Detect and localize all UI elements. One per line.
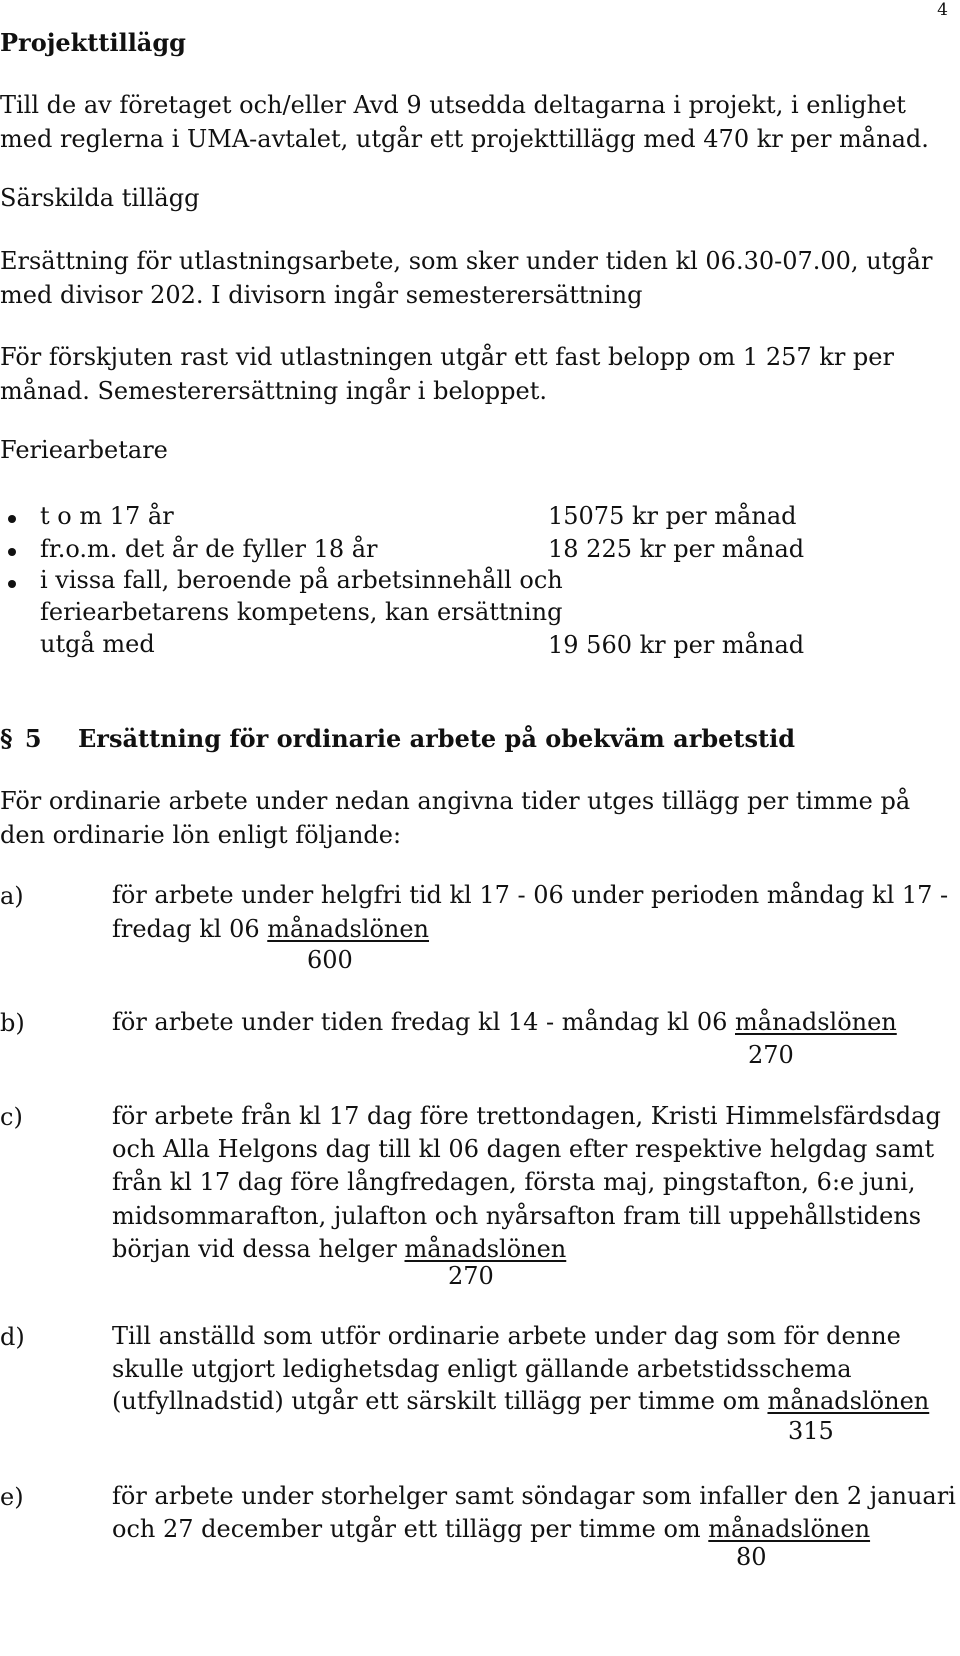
fraction-denominator: 80 <box>736 1543 767 1571</box>
fraction-denominator: 315 <box>788 1417 834 1445</box>
item-line: för arbete från kl 17 dag före trettondagen, Kristi Himmelsfärdsdag <box>112 1102 941 1130</box>
section-number: 5 <box>24 724 42 753</box>
item-line <box>112 1385 929 1418</box>
item-label: e) <box>0 1483 24 1511</box>
item-line <box>112 1006 897 1040</box>
paragraph-utlastning <box>0 244 932 312</box>
item-line <box>112 1233 941 1266</box>
heading-feriearbetare: Feriearbetare <box>0 436 168 464</box>
section-symbol: § <box>0 724 13 753</box>
item-label: a) <box>0 882 24 910</box>
list-item-label: fr.o.m. det år de fyller 18 år <box>40 535 378 563</box>
item-line: för arbete under helgfri tid kl 17 - 06 under perioden måndag kl 17 - <box>112 881 949 909</box>
paragraph-line: Ersättning för utlastningsarbete, som sker under tiden kl 06.30-07.00, utgår <box>0 247 933 275</box>
item-line-text: början vid dessa helger <box>112 1234 405 1263</box>
item-line: för arbete under storhelger samt söndagar som infaller den 2 januari <box>112 1482 956 1510</box>
heading-projekttillagg: Projekttillägg <box>0 28 186 57</box>
item-line <box>112 1513 956 1546</box>
item-line-text: och 27 december utgår ett tillägg per timme om <box>112 1514 709 1543</box>
item-line-text: för arbete under tiden fredag kl 14 - måndag kl 06 <box>112 1008 735 1036</box>
bullet-icon <box>8 548 16 556</box>
section-title: Ersättning för ordinarie arbete på obekväm arbetstid <box>78 724 795 753</box>
list-item-amount: 19 560 kr per månad <box>548 631 805 659</box>
list-item-amount: 18 225 kr per månad <box>548 535 805 563</box>
paragraph-line: den ordinarie lön enligt följande: <box>0 821 402 849</box>
paragraph-forskjuten-rast <box>0 340 894 408</box>
list-item-line: i vissa fall, beroende på arbetsinnehåll och <box>40 566 563 594</box>
paragraph-line: med reglerna i UMA-avtalet, utgår ett projekttillägg med 470 kr per månad. <box>0 125 929 153</box>
item-text <box>112 1006 897 1040</box>
list-item-label: t o m 17 år <box>40 502 174 530</box>
fraction-denominator: 600 <box>307 946 353 974</box>
item-line: Till anställd som utför ordinarie arbete under dag som för denne <box>112 1322 901 1350</box>
bullet-icon <box>8 515 16 523</box>
paragraph-line: För förskjuten rast vid utlastningen utgår ett fast belopp om 1 257 kr per <box>0 343 894 371</box>
page-number: 4 <box>937 0 948 20</box>
paragraph-line: För ordinarie arbete under nedan angivna tider utges tillägg per timme på <box>0 787 911 815</box>
item-text <box>112 879 948 946</box>
bullet-icon <box>8 580 16 588</box>
fraction-denominator: 270 <box>748 1041 794 1069</box>
item-label: d) <box>0 1323 25 1351</box>
paragraph-line: Till de av företaget och/eller Avd 9 utsedda deltagarna i projekt, i enlighet <box>0 91 906 119</box>
fraction-numerator: månadslönen <box>708 1514 871 1543</box>
heading-sarskilda-tillagg: Särskilda tillägg <box>0 184 200 212</box>
item-line: midsommarafton, julafton och nyårsafton fram till uppehållstidens <box>112 1201 922 1230</box>
list-item-amount: 15075 kr per månad <box>548 502 797 530</box>
item-line: skulle utgjort ledighetsdag enligt gällande arbetstidsschema <box>112 1354 852 1383</box>
fraction-denominator: 270 <box>448 1262 494 1290</box>
item-text <box>112 1320 929 1418</box>
list-item-line: feriearbetarens kompetens, kan ersättning <box>40 598 563 626</box>
paragraph-line: månad. Semesterersättning ingår i beloppet. <box>0 377 547 405</box>
paragraph-line: med divisor 202. I divisorn ingår semesterersättning <box>0 281 643 309</box>
item-text <box>112 1480 956 1545</box>
item-text <box>112 1100 941 1266</box>
item-label: b) <box>0 1009 25 1037</box>
fraction-numerator: månadslönen <box>767 1387 930 1415</box>
fraction-numerator: månadslönen <box>404 1234 567 1263</box>
item-line-text: fredag kl 06 <box>112 914 268 943</box>
item-label: c) <box>0 1103 23 1131</box>
item-line <box>112 913 948 947</box>
section-heading <box>0 722 42 756</box>
list-item-line: utgå med <box>40 630 155 658</box>
fraction-numerator: månadslönen <box>267 914 430 943</box>
fraction-numerator: månadslönen <box>735 1008 897 1036</box>
section-intro <box>0 784 910 852</box>
item-line: och Alla Helgons dag till kl 06 dagen efter respektive helgdag samt <box>112 1135 935 1164</box>
list-item-label <box>40 564 563 660</box>
item-line: från kl 17 dag före långfredagen, första maj, pingstafton, 6:e juni, <box>112 1168 916 1197</box>
item-line-text: (utfyllnadstid) utgår ett särskilt tillägg per timme om <box>112 1387 768 1415</box>
paragraph-projekttillagg <box>0 88 929 156</box>
